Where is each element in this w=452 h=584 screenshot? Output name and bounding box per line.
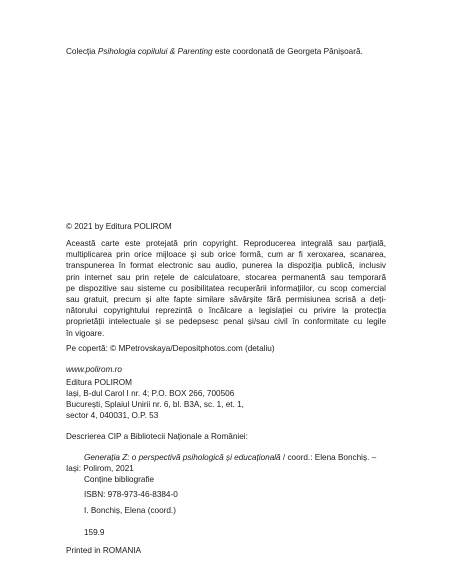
copyright-line: © 2021 by Editura POLIROM bbox=[66, 222, 172, 231]
rights-line: pe dispozitive sau sisteme cu posibilitatea recuperării informațiilor, cu scop comercial bbox=[66, 283, 386, 293]
collection-series: Psihologia copilului & Parenting bbox=[97, 47, 213, 56]
collection-suffix: este coordonată de Georgeta Pânișoară. bbox=[212, 47, 363, 56]
rights-notice bbox=[66, 238, 386, 339]
collection-note bbox=[66, 46, 363, 57]
cip-entry: I. Bonchiș, Elena (coord.) bbox=[84, 506, 176, 515]
rights-line: sau gratuit, precum și alte fapte similare săvârșite fără permisiunea scrisă a deți- bbox=[66, 295, 386, 305]
publisher-address-1: Iași, B-dul Carol I nr. 4; P.O. BOX 266, 700506 bbox=[66, 389, 235, 398]
rights-line: Această carte este protejată prin copyright. Reproducerea integrală sau parțială, bbox=[66, 239, 386, 248]
rights-line: multiplicarea prin orice mijloace și sub orice formă, cum ar fi xeroxarea, scanarea, bbox=[66, 250, 386, 260]
rights-line: proprietății intelectuale și se pedepsesc penal și/sau civil în conformitate cu legile bbox=[66, 317, 386, 327]
cover-credit: Pe copertă: © MPetrovskaya/Depositphotos.com (detaliu) bbox=[66, 344, 275, 353]
website-text: www.polirom.ro bbox=[66, 365, 122, 374]
rights-line: transpunerea în format electronic sau audio, punerea la dispoziția publică, inclusiv bbox=[66, 261, 386, 271]
printed-in: Printed in ROMANIA bbox=[66, 546, 142, 555]
cip-note: Conține bibliografie bbox=[84, 475, 155, 484]
cip-isbn: ISBN: 978-973-46-8384-0 bbox=[84, 490, 178, 499]
publisher-address-2: București, Splaiul Unirii nr. 6, bl. B3A, sc. 1, et. 1, bbox=[66, 400, 244, 409]
rights-line: în vigoare. bbox=[66, 328, 105, 338]
publisher-address-3: sector 4, 040031, O.P. 53 bbox=[66, 411, 159, 420]
website bbox=[66, 364, 122, 375]
collection-prefix: Colecția bbox=[66, 47, 98, 56]
rights-line: prin internet sau prin rețele de calculatoare, stocarea permanentă sau temporară bbox=[66, 272, 386, 282]
cip-heading: Descrierea CIP a Bibliotecii Naționale a României: bbox=[66, 432, 248, 441]
rights-line: nătorului copyrightului reprezintă o încălcare a legislației cu privire la protecția bbox=[66, 306, 386, 316]
cip-classification: 159.9 bbox=[84, 528, 105, 537]
cip-title-rest: / coord.: Elena Bonchiș. – bbox=[280, 453, 377, 462]
cip-imprint: Iași: Polirom, 2021 bbox=[66, 464, 134, 473]
cip-title-italic: Generația Z: o perspectivă psihologică și educațională bbox=[84, 453, 281, 462]
cip-title bbox=[84, 452, 376, 463]
publisher-name: Editura POLIROM bbox=[66, 378, 132, 387]
